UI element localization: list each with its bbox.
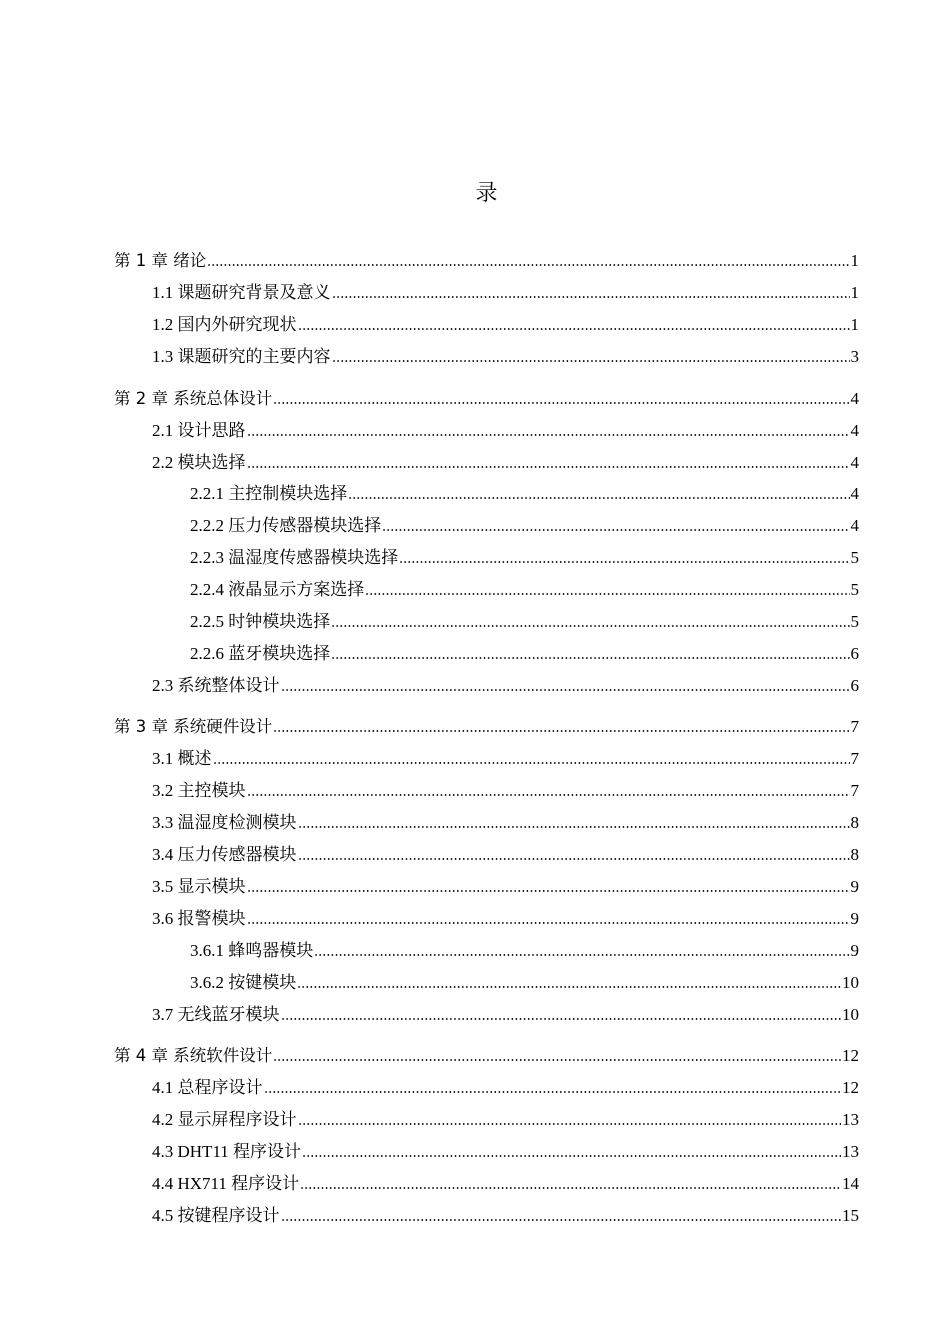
toc-label: 3.6.1 蜂鸣器模块 [190, 941, 314, 960]
toc-page-number: 14 [842, 1174, 859, 1193]
dot-leader [298, 327, 850, 331]
toc-page-number: 15 [842, 1206, 859, 1225]
toc-page-number: 1 [850, 315, 859, 334]
toc-label: 2.2.6 蓝牙模块选择 [190, 644, 331, 663]
toc-section-3-4[interactable] [152, 842, 859, 866]
toc-page-number: 5 [850, 612, 859, 631]
toc-section-1-1[interactable] [152, 280, 859, 304]
toc-page-number: 13 [842, 1110, 859, 1129]
dot-leader [348, 496, 849, 500]
toc-subsection-2-2-5[interactable] [190, 609, 859, 633]
toc-page-number: 4 [850, 453, 859, 472]
toc-subsection-2-2-3[interactable] [190, 545, 859, 569]
dot-leader [300, 1186, 841, 1190]
dot-leader [264, 1090, 842, 1094]
toc-section-2-2[interactable] [152, 450, 859, 474]
toc-label: 4.3 DHT11 程序设计 [152, 1142, 302, 1161]
toc-label: 2.2.5 时钟模块选择 [190, 612, 331, 631]
toc-section-3-2[interactable] [152, 778, 859, 802]
toc-page-number: 3 [850, 347, 859, 366]
toc-section-3-6[interactable] [152, 906, 859, 930]
dot-leader [281, 688, 850, 692]
dot-leader [298, 1122, 842, 1126]
toc-page-number: 6 [850, 676, 859, 695]
dot-leader [273, 729, 849, 733]
dot-leader [247, 433, 850, 437]
dot-leader [207, 263, 849, 267]
toc-section-1-3[interactable] [152, 344, 859, 368]
dot-leader [298, 825, 850, 829]
toc-label: 4.2 显示屏程序设计 [152, 1110, 297, 1129]
toc-section-4-5[interactable] [152, 1203, 859, 1227]
toc-section-3-7[interactable] [152, 1002, 859, 1026]
toc-label: 2.2.1 主控制模块选择 [190, 484, 348, 503]
toc-page-number: 12 [842, 1078, 859, 1097]
toc-title: 录 [475, 181, 498, 206]
dot-leader [281, 1017, 842, 1021]
toc-page-number: 1 [850, 283, 859, 302]
toc-label: 3.1 概述 [152, 749, 212, 768]
toc-label: 3.4 压力传感器模块 [152, 845, 297, 864]
dot-leader [247, 921, 850, 925]
toc-chapter-1[interactable] [114, 248, 859, 272]
toc-subsection-2-2-1[interactable] [190, 481, 859, 505]
toc-page-number: 7 [850, 717, 859, 736]
toc-page-number: 4 [850, 389, 859, 408]
dot-leader [298, 857, 850, 861]
toc-page-number: 4 [850, 516, 859, 535]
toc-section-3-1[interactable] [152, 746, 859, 770]
toc-label: 3.5 显示模块 [152, 877, 246, 896]
toc-page-number: 10 [842, 973, 859, 992]
toc-page-number: 1 [850, 251, 859, 270]
toc-label: 1.2 国内外研究现状 [152, 315, 297, 334]
toc-label: 2.2.3 温湿度传感器模块选择 [190, 548, 399, 567]
dot-leader [302, 1154, 841, 1158]
toc-section-2-3[interactable] [152, 673, 859, 697]
toc-label: 3.2 主控模块 [152, 781, 246, 800]
toc-section-4-3[interactable] [152, 1139, 859, 1163]
toc-section-4-2[interactable] [152, 1107, 859, 1131]
toc-label: 第 3 章 系统硬件设计 [114, 717, 273, 736]
toc-label: 3.6.2 按键模块 [190, 973, 297, 992]
toc-label: 4.5 按键程序设计 [152, 1206, 280, 1225]
toc-label: 2.1 设计思路 [152, 421, 246, 440]
dot-leader [213, 761, 850, 765]
dot-leader [331, 656, 849, 660]
toc-page-number: 4 [850, 484, 859, 503]
toc-section-2-1[interactable] [152, 418, 859, 442]
toc-page-number: 7 [850, 749, 859, 768]
toc-section-4-1[interactable] [152, 1075, 859, 1099]
toc-label: 3.3 温湿度检测模块 [152, 813, 297, 832]
dot-leader [399, 560, 849, 564]
toc-label: 3.6 报警模块 [152, 909, 246, 928]
toc-label: 2.2.4 液晶显示方案选择 [190, 580, 365, 599]
dot-leader [365, 592, 849, 596]
toc-section-4-4[interactable] [152, 1171, 859, 1195]
dot-leader [273, 401, 849, 405]
toc-page-number: 13 [842, 1142, 859, 1161]
toc-page-number: 8 [850, 813, 859, 832]
toc-section-1-2[interactable] [152, 312, 859, 336]
toc-page-number: 9 [850, 877, 859, 896]
dot-leader [273, 1058, 841, 1062]
toc-page-number: 12 [842, 1046, 859, 1065]
dot-leader [247, 793, 850, 797]
toc-label: 第 4 章 系统软件设计 [114, 1046, 273, 1065]
toc-page-number: 5 [850, 580, 859, 599]
toc-page-number: 6 [850, 644, 859, 663]
toc-page-number: 9 [850, 909, 859, 928]
dot-leader [247, 889, 850, 893]
dot-leader [297, 985, 841, 989]
toc-subsection-2-2-2[interactable] [190, 513, 859, 537]
toc-page-number: 5 [850, 548, 859, 567]
toc-label: 4.1 总程序设计 [152, 1078, 263, 1097]
toc-subsection-2-2-6[interactable] [190, 641, 859, 665]
toc-label: 2.2.2 压力传感器模块选择 [190, 516, 382, 535]
toc-label: 第 2 章 系统总体设计 [114, 389, 273, 408]
toc-section-3-5[interactable] [152, 874, 859, 898]
toc-chapter-4[interactable] [114, 1043, 859, 1067]
toc-label: 4.4 HX711 程序设计 [152, 1174, 300, 1193]
toc-page-number: 9 [850, 941, 859, 960]
toc-page-number: 8 [850, 845, 859, 864]
toc-label: 1.3 课题研究的主要内容 [152, 347, 331, 366]
toc-chapter-3[interactable] [114, 714, 859, 738]
toc-page-number: 7 [850, 781, 859, 800]
toc-subsection-3-6-2[interactable] [190, 970, 859, 994]
dot-leader [247, 465, 850, 469]
dot-leader [382, 528, 849, 532]
toc-label: 2.3 系统整体设计 [152, 676, 280, 695]
toc-chapter-2[interactable] [114, 386, 859, 410]
dot-leader [314, 953, 849, 957]
dot-leader [331, 624, 849, 628]
toc-page-number: 4 [850, 421, 859, 440]
dot-leader [332, 295, 850, 299]
toc-label: 3.7 无线蓝牙模块 [152, 1005, 280, 1024]
toc-page-number: 10 [842, 1005, 859, 1024]
toc-section-3-3[interactable] [152, 810, 859, 834]
dot-leader [332, 359, 850, 363]
dot-leader [281, 1218, 842, 1222]
toc-label: 2.2 模块选择 [152, 453, 246, 472]
toc-subsection-3-6-1[interactable] [190, 938, 859, 962]
toc-label: 第 1 章 绪论 [114, 251, 207, 270]
toc-subsection-2-2-4[interactable] [190, 577, 859, 601]
toc-label: 1.1 课题研究背景及意义 [152, 283, 331, 302]
